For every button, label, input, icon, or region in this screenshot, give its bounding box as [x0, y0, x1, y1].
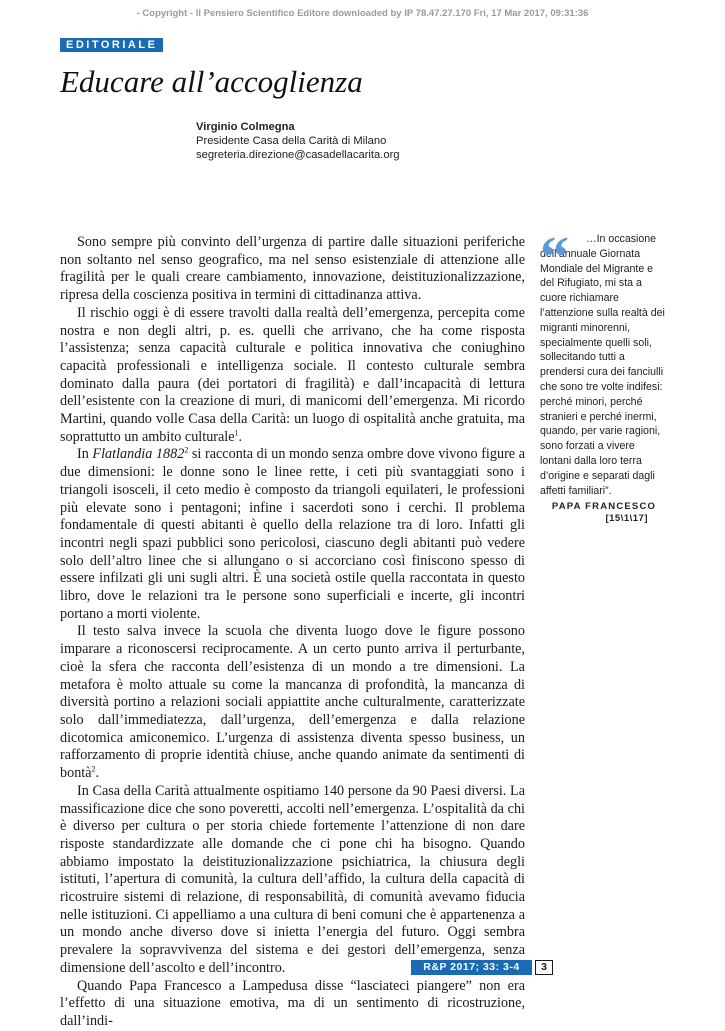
footnote-ref-2[interactable]: 2	[184, 445, 189, 455]
footnote-ref-1[interactable]: 1	[234, 428, 239, 437]
page-number: 3	[535, 960, 553, 975]
paragraph-5: In Casa della Carità attualmente ospitiamo 140 persone da 90 Paesi diversi. La massificazione dice che sono poveretti, accolti nell’emergenza. L’ospitalità da chi è diverso per cultura o per storia chiede fortemente l’attenzione di non dare risposte standardizzate alle domande che ci pone chi ha bisogno. Quando abbiamo impostato la deistituzionalizzazione psichiatrica, la chiusura degli istituti, l’apertura di comunità, la cultura dell’affido, la cultura della capacità di ricostruire sistemi di relazione, di responsabilità, di comunità avevamo fiducia nelle istituzioni. Ci appelliamo a una cultura di beni comuni che è appartenenza a un mondo anche diverso dove si inietta l’energia del futuro. Oggi sembra prevalere la sopravvivenza del sistema e dei gestori dell’emergenza, senza dimensione dell’ascolto e dell’incontro.	[60, 782, 525, 976]
footnote-ref-2b[interactable]: 2	[91, 764, 96, 774]
paragraph-4-end: .	[95, 765, 100, 782]
paragraph-2-end: .	[238, 428, 243, 445]
author-affiliation: Presidente Casa della Carità di Milano	[196, 135, 387, 147]
page-footer	[411, 960, 553, 975]
paragraph-3	[60, 446, 525, 623]
book-title: Flatlandia 1882	[92, 446, 185, 463]
section-label: EDITORIALE	[60, 38, 163, 52]
paragraph-6: Quando Papa Francesco a Lampedusa disse “lasciateci piangere” non era l’effetto di una situazione emotiva, ma di un sentimento di ricostruzione, dall’indi-	[60, 977, 525, 1029]
paragraph-2	[60, 305, 525, 447]
article-body	[60, 234, 525, 1031]
author-email[interactable]: segreteria.direzione@casadellacarita.org	[196, 149, 400, 161]
quote-date: [15\1\17]	[605, 513, 648, 525]
paragraph-3-start: In	[77, 446, 93, 463]
quote-mark-icon: “	[540, 224, 569, 289]
quote-author: PAPA FRANCESCO	[551, 501, 657, 513]
paragraph-1: Sono sempre più convinto dell’urgenza di partire dalle situazioni periferiche non soltanto nel senso geografico, ma nel senso esistenziale di attenzione alle fragilità per le quali creare cambiamento, innovazione, deistituzionalizzazione, ripresa della coscienza positiva in termini di cittadinanza attiva.	[60, 234, 525, 304]
paragraph-4-text: Il testo salva invece la scuola che diventa luogo dove le figure possono imparare a riconoscersi reciprocamente. A un certo punto arriva il perturbante, cioè la sfera che racconta dell’esistenza di un mondo a tre dimensioni. La metafora è molto attuale su come la mancanza di profondità, la mancanza di diversità portino a relazioni sociali appiattite anche culturalmente, caratterizzate solo dall’immediatezza, dall’urgenza, dell’emergenza e dalla relazione dicotomica amiconemico. L’urgenza di assistenza diventa spesso business, un rafforzamento di proprie identità chiuse, anche quando animate da sentimenti di bontà	[60, 623, 525, 782]
paragraph-3-text: si racconta di un mondo senza ombre dove vivono figure a due dimensioni: le donne sono le linee rette, i ceti più svantaggiati sono i triangoli isosceli, il ceto medio è composto da triangoli equilateri, le professioni più elevate sono i pentagoni; infine i sacerdoti sono i cerchi. Il problema fondamentale di questi abitanti è quello della relazione tra di loro. Infatti gli incontri negli spazi pubblici sono pericolosi, ciascuno degli abitanti può vedere solo dell’altro linee che si allungano o si accorciano così finiscono spesso di essere infilzati gli uni sugli altri. È una società ostile quella raccontata in questo libro, dove le relazioni tra le persone sono superficiali e incerte, gli incontri portano a morti violente.	[60, 446, 525, 622]
author-name: Virginio Colmegna	[196, 121, 295, 133]
author-block	[196, 120, 400, 162]
article-title: Educare all’accoglienza	[60, 64, 363, 99]
paragraph-2-text: Il rischio oggi è di essere travolti dalla realtà dell’emergenza, percepita come nostra e non degli altri, p. es. quelli che arrivano, che ha come risposta l’assistenza; senza capacità culturale e politica innovativa che coniughino capacità professionali e intelligenza sociale. Il contesto culturale sembra dominato dalla paura (dei portatori di fragilità) e dall’incapacità di lettura dell’esistente con la creazione di muri, di manicomi dell’emergenza. Mi ricordo Martini, quando volle Casa della Carità: un luogo di ospitalità anche gratuita, ma soprattutto un ambito culturale	[60, 304, 525, 445]
copyright-notice: - Copyright - Il Pensiero Scientifico Editore downloaded by IP 78.47.27.170 Fri, 17 Mar 2017, 09:31:36	[136, 8, 589, 19]
journal-citation: R&P 2017; 33: 3-4	[411, 960, 532, 975]
quote-text: …In occasione dell’annuale Giornata Mondiale del Migrante e del Rifugiato, mi sta a cuore richiamare l’attenzione sulla realtà dei migranti minorenni, specialmente quelli soli, sollecitando tutti a prendersi cura dei fanciulli che sono tre volte indifesi: perché minori, perché stranieri e perché inermi, quando, per varie ragioni, sono forzati a vivere lontani dalla loro terra d’origine e separati dagli affetti familiari”.	[540, 233, 665, 497]
pull-quote	[540, 224, 668, 525]
paragraph-4	[60, 623, 525, 782]
